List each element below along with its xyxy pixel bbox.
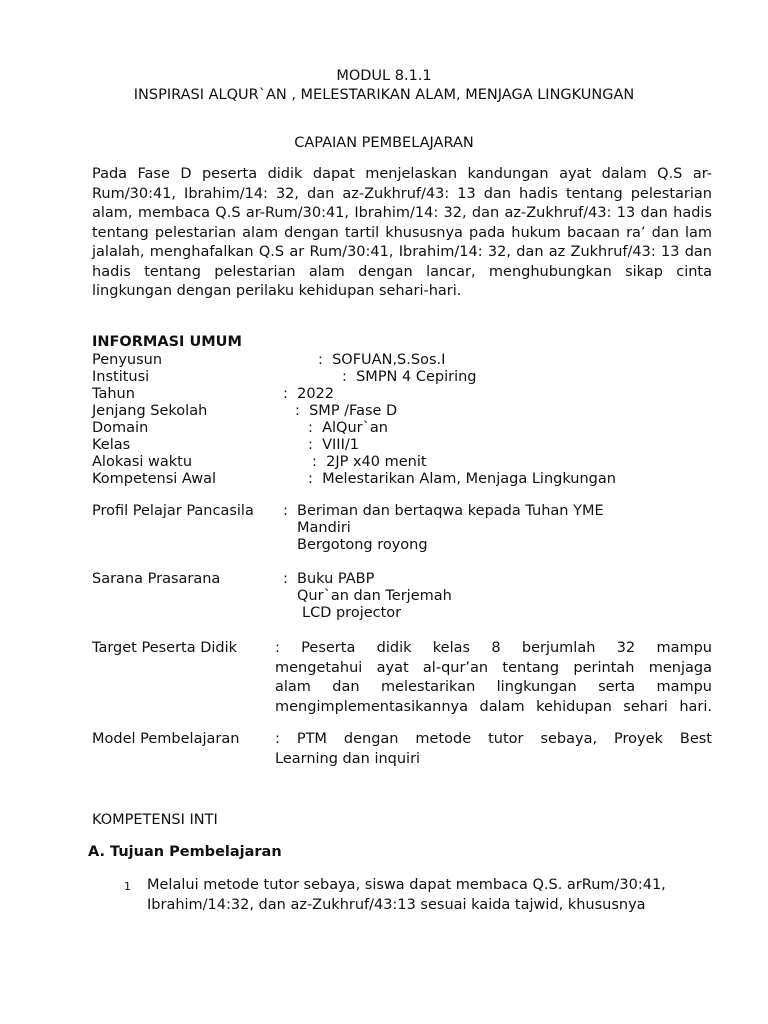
row-value-jenjang: : SMP /Fase D (295, 403, 398, 419)
row-value-tahun: : 2022 (283, 386, 335, 402)
sarana-colon: : (283, 571, 288, 587)
kompetensi-inti-heading: KOMPETENSI INTI (92, 812, 218, 828)
list-number: 1 (124, 880, 131, 893)
target-label: Target Peserta Didik (92, 640, 238, 656)
profil-colon: : (283, 503, 288, 519)
profil-label: Profil Pelajar Pancasila (92, 503, 254, 519)
target-line: mengimplementasikannya dalam kehidupan sehari hari. (275, 698, 712, 715)
row-value-alokasi: : 2JP x40 menit (312, 454, 427, 470)
sarana-item: Qur`an dan Terjemah (297, 588, 452, 604)
row-value-domain: : AlQur`an (308, 420, 388, 436)
row-label-institusi: Institusi (92, 369, 150, 385)
tujuan-heading: A. Tujuan Pembelajaran (88, 844, 282, 860)
row-value-institusi: : SMPN 4 Cepiring (342, 369, 477, 385)
capaian-heading: CAPAIAN PEMBELAJARAN (294, 135, 474, 151)
row-label-jenjang: Jenjang Sekolah (92, 403, 208, 419)
target-line: alam dan melestarikan lingkungan serta mampu (275, 679, 712, 695)
row-label-kelas: Kelas (92, 437, 131, 453)
profil-item: Mandiri (297, 520, 351, 536)
model-label: Model Pembelajaran (92, 731, 240, 747)
target-line: : Peserta didik kelas 8 berjumlah 32 mampu (275, 640, 712, 656)
model-line: : PTM dengan metode tutor sebaya, Proyek Best (275, 731, 712, 747)
sarana-label: Sarana Prasarana (92, 571, 221, 587)
row-value-kelas: : VIII/1 (308, 437, 359, 453)
row-label-penyusun: Penyusun (92, 352, 163, 368)
sarana-item: Buku PABP (297, 571, 375, 587)
module-number: MODUL 8.1.1 (336, 68, 432, 84)
row-label-kompetensi-awal: Kompetensi Awal (92, 471, 217, 487)
row-value-kompetensi-awal: : Melestarikan Alam, Menjaga Lingkungan (308, 471, 616, 487)
profil-item: Bergotong royong (297, 537, 428, 553)
model-line: Learning dan inquiri (275, 750, 421, 767)
informasi-heading: INFORMASI UMUM (92, 334, 242, 350)
module-title: INSPIRASI ALQUR`AN , MELESTARIKAN ALAM, MENJAGA LINGKUNGAN (133, 87, 635, 103)
target-line: mengetahui ayat al-qur’an tentang perintah menjaga (275, 659, 712, 676)
row-label-domain: Domain (92, 420, 149, 436)
list-item-line: Melalui metode tutor sebaya, siswa dapat membaca Q.S. arRum/30:41, (147, 877, 666, 893)
row-label-alokasi: Alokasi waktu (92, 454, 193, 470)
row-label-tahun: Tahun (92, 386, 135, 402)
row-value-penyusun: : SOFUAN,S.Sos.I (318, 352, 446, 368)
sarana-item: LCD projector (302, 605, 402, 621)
list-item-line: Ibrahim/14:32, dan az-Zukhruf/43:13 sesuai kaida tajwid, khususnya (147, 896, 646, 913)
capaian-paragraph: Pada Fase D peserta didik dapat menjelaskan kandungan ayat dalam Q.S ar-Rum/30:41, Ibrahim/14: 32, dan az-Zukhruf/43: 13 dan hadis tentang pelestarian alam, membaca Q.S ar-Rum/30:41, Ibrahim/14: 32, dan az-Zukhruf/43: 13 dan hadis tentang pelestarian alam dengan tartil khususnya pada hukum bacaan ra’ dan lam jalalah, menghafalkan Q.S ar Rum/30:41, Ibrahim/14: 32, dan az Zukhruf/43: 13 dan hadis tentang pelestarian alam dengan lancar, menghubungkan sikap cinta lingkungan dengan perilaku kehidupan sehari-hari. (92, 166, 712, 299)
profil-item: Beriman dan bertaqwa kepada Tuhan YME (297, 503, 604, 519)
